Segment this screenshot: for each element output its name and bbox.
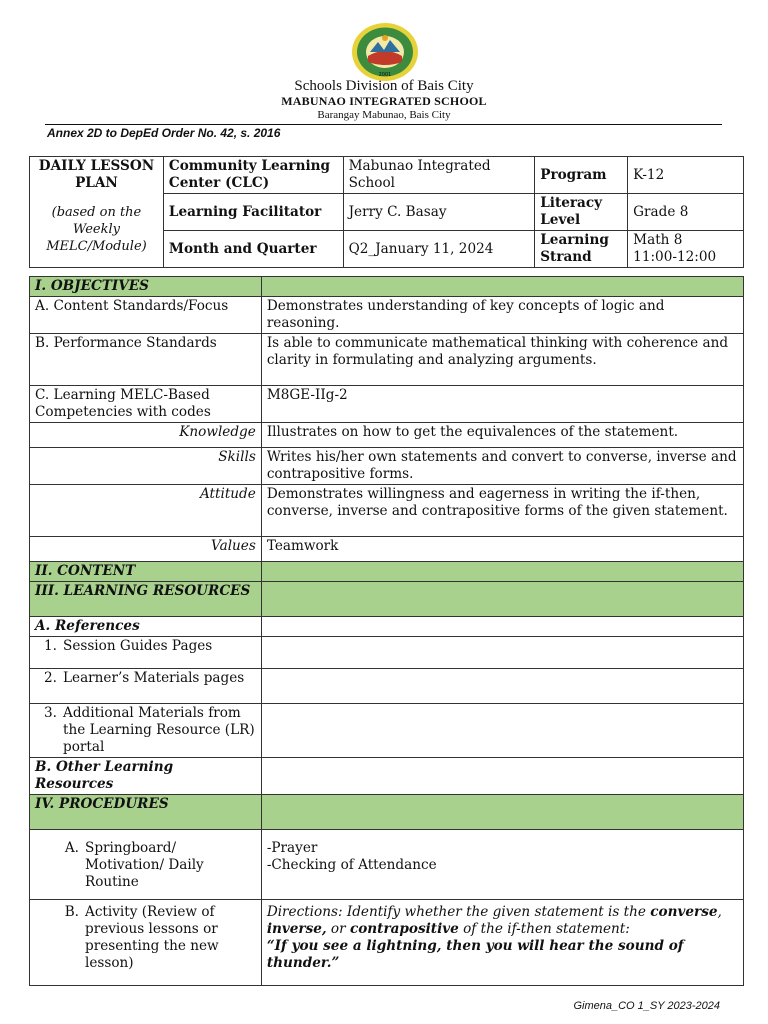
melc-label: C. Learning MELC-Based Competencies with codes bbox=[30, 386, 262, 423]
springboard-label: A. Springboard/ Motivation/ Daily Routine bbox=[30, 830, 262, 900]
header-divider bbox=[45, 124, 722, 125]
activity-label: B. Activity (Review of previous lessons or presenting the new lesson) bbox=[30, 900, 262, 986]
performance-standards-value: Is able to communicate mathematical thinking with coherence and clarity in formulating and analyzing arguments. bbox=[261, 334, 743, 386]
literacy-label: Literacy Level bbox=[535, 194, 628, 231]
clc-label: Community Learning Center (CLC) bbox=[163, 157, 343, 194]
lesson-info-table bbox=[29, 156, 744, 268]
content-standards-value: Demonstrates understanding of key concepts of logic and reasoning. bbox=[261, 297, 743, 334]
resource-item: 3. Additional Materials from the Learning Resource (LR) portal bbox=[30, 704, 262, 758]
attitude-label: Attitude bbox=[30, 485, 262, 537]
knowledge-label: Knowledge bbox=[30, 423, 262, 448]
svg-text:2001: 2001 bbox=[378, 72, 392, 78]
activity-statement: “If you see a lightning, then you will hear the sound of thunder.” bbox=[266, 938, 684, 971]
attitude-value: Demonstrates willingness and eagerness in writing the if-then, converse, inverse and contrapositive forms of the given statement. bbox=[261, 485, 743, 537]
springboard-value: -Prayer -Checking of Attendance bbox=[261, 830, 743, 900]
knowledge-value: Illustrates on how to get the equivalences of the statement. bbox=[261, 423, 743, 448]
procedures-heading: IV. PROCEDURES bbox=[30, 795, 262, 830]
strand-value bbox=[628, 231, 744, 268]
strand-subject: Math 8 bbox=[633, 232, 683, 248]
facilitator-label: Learning Facilitator bbox=[163, 194, 343, 231]
program-value: K-12 bbox=[628, 157, 744, 194]
values-label: Values bbox=[30, 537, 262, 562]
literacy-value: Grade 8 bbox=[628, 194, 744, 231]
lesson-body-table bbox=[29, 276, 744, 986]
content-standards-label: A. Content Standards/Focus bbox=[30, 297, 262, 334]
school-address: Barangay Mabunao, Bais City bbox=[317, 109, 451, 121]
division-name: Schools Division of Bais City bbox=[294, 78, 474, 94]
strand-time: 11:00-12:00 bbox=[633, 249, 717, 265]
content-heading: II. CONTENT bbox=[30, 562, 262, 582]
resource-item: 1. Session Guides Pages bbox=[30, 637, 262, 669]
footer-code: Gimena_CO 1_SY 2023-2024 bbox=[573, 1000, 720, 1012]
performance-standards-label: B. Performance Standards bbox=[30, 334, 262, 386]
objectives-heading: I. OBJECTIVES bbox=[30, 277, 262, 297]
learning-resources-heading: III. LEARNING RESOURCES bbox=[30, 582, 262, 617]
facilitator-value: Jerry C. Basay bbox=[343, 194, 535, 231]
references-heading: A. References bbox=[30, 617, 262, 637]
resource-item: 2. Learner’s Materials pages bbox=[30, 669, 262, 704]
school-division-seal bbox=[350, 22, 420, 82]
plan-subtitle: (based on the Weekly MELC/Module) bbox=[46, 205, 147, 254]
skills-label: Skills bbox=[30, 448, 262, 485]
school-name: MABUNAO INTEGRATED SCHOOL bbox=[281, 94, 487, 108]
strand-label: Learning Strand bbox=[535, 231, 628, 268]
month-value: Q2_January 11, 2024 bbox=[343, 231, 535, 268]
other-resources-heading: B. Other Learning Resources bbox=[30, 758, 262, 795]
month-label: Month and Quarter bbox=[163, 231, 343, 268]
plan-title-cell bbox=[30, 157, 164, 268]
activity-directions: Directions: Identify whether the given statement is the converse, inverse, or contrapositive of the if-then statement: “If you see a lightning, then you will hear the sound of thunder.” bbox=[261, 900, 743, 986]
skills-value: Writes his/her own statements and convert to converse, inverse and contrapositive forms. bbox=[261, 448, 743, 485]
annex-reference: Annex 2D to DepEd Order No. 42, s. 2016 bbox=[47, 126, 281, 140]
values-value: Teamwork bbox=[261, 537, 743, 562]
clc-value: Mabunao Integrated School bbox=[343, 157, 535, 194]
program-label: Program bbox=[535, 157, 628, 194]
plan-title: DAILY LESSON PLAN bbox=[38, 158, 155, 191]
melc-value: M8GE-IIg-2 bbox=[261, 386, 743, 423]
